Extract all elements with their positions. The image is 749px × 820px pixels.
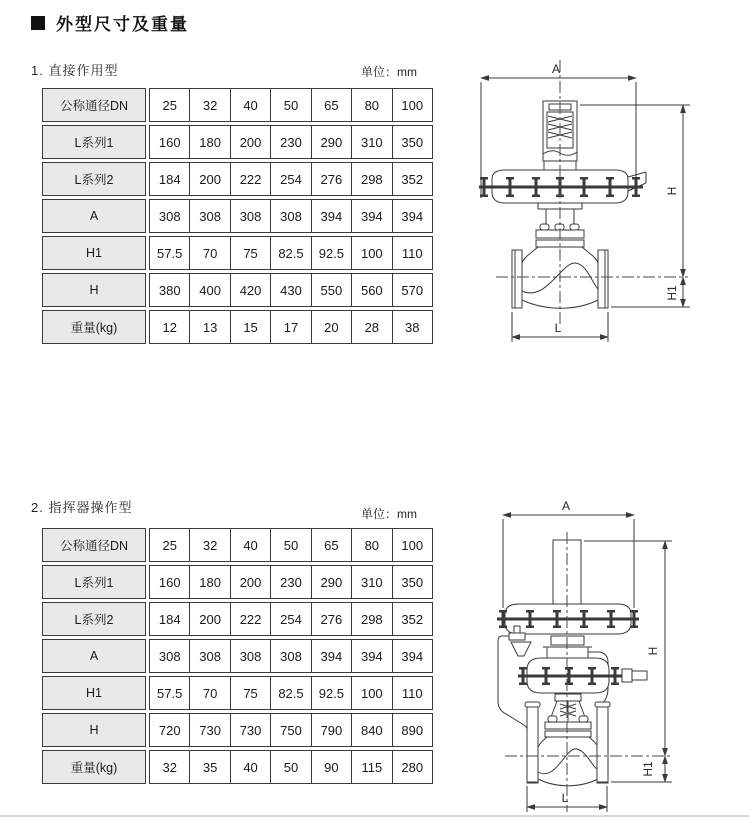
pilot-operated-valve-drawing <box>450 500 749 818</box>
row-label: L系列1 <box>42 565 146 599</box>
cell-value: 560 <box>351 274 391 306</box>
cell-value: 310 <box>351 566 391 598</box>
row-values <box>149 639 433 673</box>
cell-value: 730 <box>230 714 270 746</box>
cell-value: 298 <box>351 603 391 635</box>
cell-value: 80 <box>351 89 391 121</box>
cell-value: 890 <box>392 714 432 746</box>
cell-value: 75 <box>230 677 270 709</box>
cell-value: 230 <box>270 566 310 598</box>
table-row <box>42 236 433 270</box>
row-label: H1 <box>42 236 146 270</box>
cell-value: 394 <box>392 200 432 232</box>
cell-value: 394 <box>351 200 391 232</box>
row-values <box>149 162 433 196</box>
table-row <box>42 528 433 562</box>
dim-H1 <box>611 756 672 782</box>
cell-value: 400 <box>189 274 229 306</box>
row-values <box>149 273 433 307</box>
cell-value: 394 <box>311 200 351 232</box>
cell-value: 200 <box>189 163 229 195</box>
row-values <box>149 565 433 599</box>
cell-value: 200 <box>189 603 229 635</box>
cell-value: 308 <box>230 640 270 672</box>
dim-label-a: A <box>561 500 571 513</box>
table-row <box>42 713 433 747</box>
row-label: 重量(kg) <box>42 310 146 344</box>
cell-value: 290 <box>311 126 351 158</box>
cell-value: 350 <box>392 566 432 598</box>
row-values <box>149 750 433 784</box>
cell-value: 308 <box>189 200 229 232</box>
cell-value: 200 <box>230 126 270 158</box>
cell-value: 57.5 <box>157 685 183 701</box>
dim-label-l: L <box>554 321 562 335</box>
pilot-diaphragm <box>518 658 647 693</box>
row-values <box>149 310 433 344</box>
cell-value: 92.5 <box>311 677 351 709</box>
cell-value: 308 <box>270 640 310 672</box>
row-values <box>149 528 433 562</box>
cell-value: 298 <box>351 163 391 195</box>
cell-value: 308 <box>270 200 310 232</box>
cell-value: 720 <box>158 722 181 738</box>
cell-value: 394 <box>311 640 351 672</box>
row-label: A <box>42 199 146 233</box>
row-label: L系列2 <box>42 602 146 636</box>
table-row <box>42 273 433 307</box>
page-bottom-separator <box>0 815 749 817</box>
cell-value: 230 <box>270 126 310 158</box>
table-row <box>42 565 433 599</box>
cell-value: 180 <box>189 566 229 598</box>
dim-label-h1: H1 <box>641 761 655 777</box>
cell-value: 32 <box>189 529 229 561</box>
cell-value: 40 <box>230 89 270 121</box>
row-label: A <box>42 639 146 673</box>
cell-value: 160 <box>158 574 181 590</box>
row-values <box>149 602 433 636</box>
row-label: 公称通径DN <box>42 88 146 122</box>
cell-value: 70 <box>189 237 229 269</box>
cell-value: 100 <box>392 89 432 121</box>
row-label: 重量(kg) <box>42 750 146 784</box>
cell-value: 110 <box>392 677 432 709</box>
cell-value: 254 <box>270 603 310 635</box>
diagram-direct-acting <box>450 50 749 355</box>
table-row <box>42 199 433 233</box>
cell-value: 222 <box>230 603 270 635</box>
cell-value: 40 <box>230 751 270 783</box>
page-title <box>31 10 189 35</box>
table-row <box>42 750 433 784</box>
cell-value: 100 <box>351 237 391 269</box>
cell-value: 790 <box>311 714 351 746</box>
cell-value: 280 <box>392 751 432 783</box>
dim-label-h1: H1 <box>665 285 679 301</box>
row-values <box>149 236 433 270</box>
cell-value: 12 <box>162 319 177 335</box>
side-fitting <box>622 669 632 682</box>
cell-value: 394 <box>351 640 391 672</box>
cell-value: 50 <box>270 751 310 783</box>
cell-value: 65 <box>311 89 351 121</box>
section2-unit-label: 单位：mm <box>361 507 417 521</box>
cell-value: 80 <box>351 529 391 561</box>
cell-value: 35 <box>189 751 229 783</box>
row-label: H1 <box>42 676 146 710</box>
cell-value: 40 <box>230 529 270 561</box>
section2-heading: 2. 指挥器操作型 <box>31 500 133 515</box>
cell-value: 90 <box>311 751 351 783</box>
cell-value: 308 <box>230 200 270 232</box>
table-row <box>42 162 433 196</box>
cell-value: 380 <box>158 282 181 298</box>
page-title-text: 外型尺寸及重量 <box>56 15 189 34</box>
cell-value: 32 <box>162 759 177 775</box>
title-square-icon <box>31 16 45 30</box>
cell-value: 70 <box>189 677 229 709</box>
cell-value: 20 <box>311 311 351 343</box>
direct-acting-valve-drawing <box>450 50 749 355</box>
cell-value: 420 <box>230 274 270 306</box>
cell-value: 308 <box>158 648 181 664</box>
table-row <box>42 602 433 636</box>
cell-value: 15 <box>230 311 270 343</box>
cell-value: 65 <box>311 529 351 561</box>
cell-value: 290 <box>311 566 351 598</box>
section1-unit-label: 单位：mm <box>361 65 417 79</box>
cell-value: 184 <box>158 611 181 627</box>
section1-heading: 1. 直接作用型 <box>31 63 119 78</box>
cell-value: 352 <box>392 163 432 195</box>
cell-value: 222 <box>230 163 270 195</box>
cell-value: 750 <box>270 714 310 746</box>
dim-label-h: H <box>665 186 679 196</box>
dim-label-a: A <box>551 62 561 76</box>
cell-value: 57.5 <box>157 245 183 261</box>
cell-value: 308 <box>189 640 229 672</box>
row-label: 公称通径DN <box>42 528 146 562</box>
dimensions-table-2 <box>42 528 433 787</box>
cell-value: 350 <box>392 126 432 158</box>
cell-value: 92.5 <box>311 237 351 269</box>
cell-value: 25 <box>162 537 177 553</box>
diaphragm-actuator <box>479 170 646 203</box>
cell-value: 32 <box>189 89 229 121</box>
cell-value: 430 <box>270 274 310 306</box>
cell-value: 13 <box>189 311 229 343</box>
cell-value: 184 <box>158 171 181 187</box>
cell-value: 100 <box>351 677 391 709</box>
table-row <box>42 639 433 673</box>
dim-label-h: H <box>646 646 660 656</box>
row-values <box>149 88 433 122</box>
side-fitting-nut <box>632 671 647 680</box>
cell-value: 352 <box>392 603 432 635</box>
cell-value: 180 <box>189 126 229 158</box>
right-flange <box>598 250 608 308</box>
cell-value: 75 <box>230 237 270 269</box>
cell-value: 550 <box>311 274 351 306</box>
cell-value: 276 <box>311 163 351 195</box>
row-values <box>149 199 433 233</box>
row-label: H <box>42 273 146 307</box>
table-row <box>42 125 433 159</box>
cell-value: 25 <box>162 97 177 113</box>
cell-value: 100 <box>392 529 432 561</box>
row-values <box>149 676 433 710</box>
cell-value: 50 <box>270 89 310 121</box>
cell-value: 38 <box>392 311 432 343</box>
pilot-yoke <box>545 694 591 737</box>
cell-value: 840 <box>351 714 391 746</box>
cell-value: 28 <box>351 311 391 343</box>
cell-value: 200 <box>230 566 270 598</box>
table-row <box>42 310 433 344</box>
cell-value: 50 <box>270 529 310 561</box>
diagram-pilot-operated <box>450 500 749 818</box>
row-values <box>149 713 433 747</box>
row-label: L系列2 <box>42 162 146 196</box>
dim-label-l: L <box>561 791 569 805</box>
dim-H1 <box>611 277 690 307</box>
cell-value: 160 <box>158 134 181 150</box>
cell-value: 254 <box>270 163 310 195</box>
cell-value: 394 <box>392 640 432 672</box>
cell-value: 730 <box>189 714 229 746</box>
left-flange <box>512 250 522 308</box>
cell-value: 570 <box>392 274 432 306</box>
row-label: H <box>42 713 146 747</box>
cell-value: 115 <box>351 751 391 783</box>
row-label: L系列1 <box>42 125 146 159</box>
table-row <box>42 88 433 122</box>
dimensions-table-1 <box>42 88 433 347</box>
cell-value: 276 <box>311 603 351 635</box>
cell-value: 82.5 <box>270 237 310 269</box>
cell-value: 82.5 <box>270 677 310 709</box>
cell-value: 308 <box>158 208 181 224</box>
cell-value: 17 <box>270 311 310 343</box>
cell-value: 310 <box>351 126 391 158</box>
table-row <box>42 676 433 710</box>
cell-value: 110 <box>392 237 432 269</box>
row-values <box>149 125 433 159</box>
